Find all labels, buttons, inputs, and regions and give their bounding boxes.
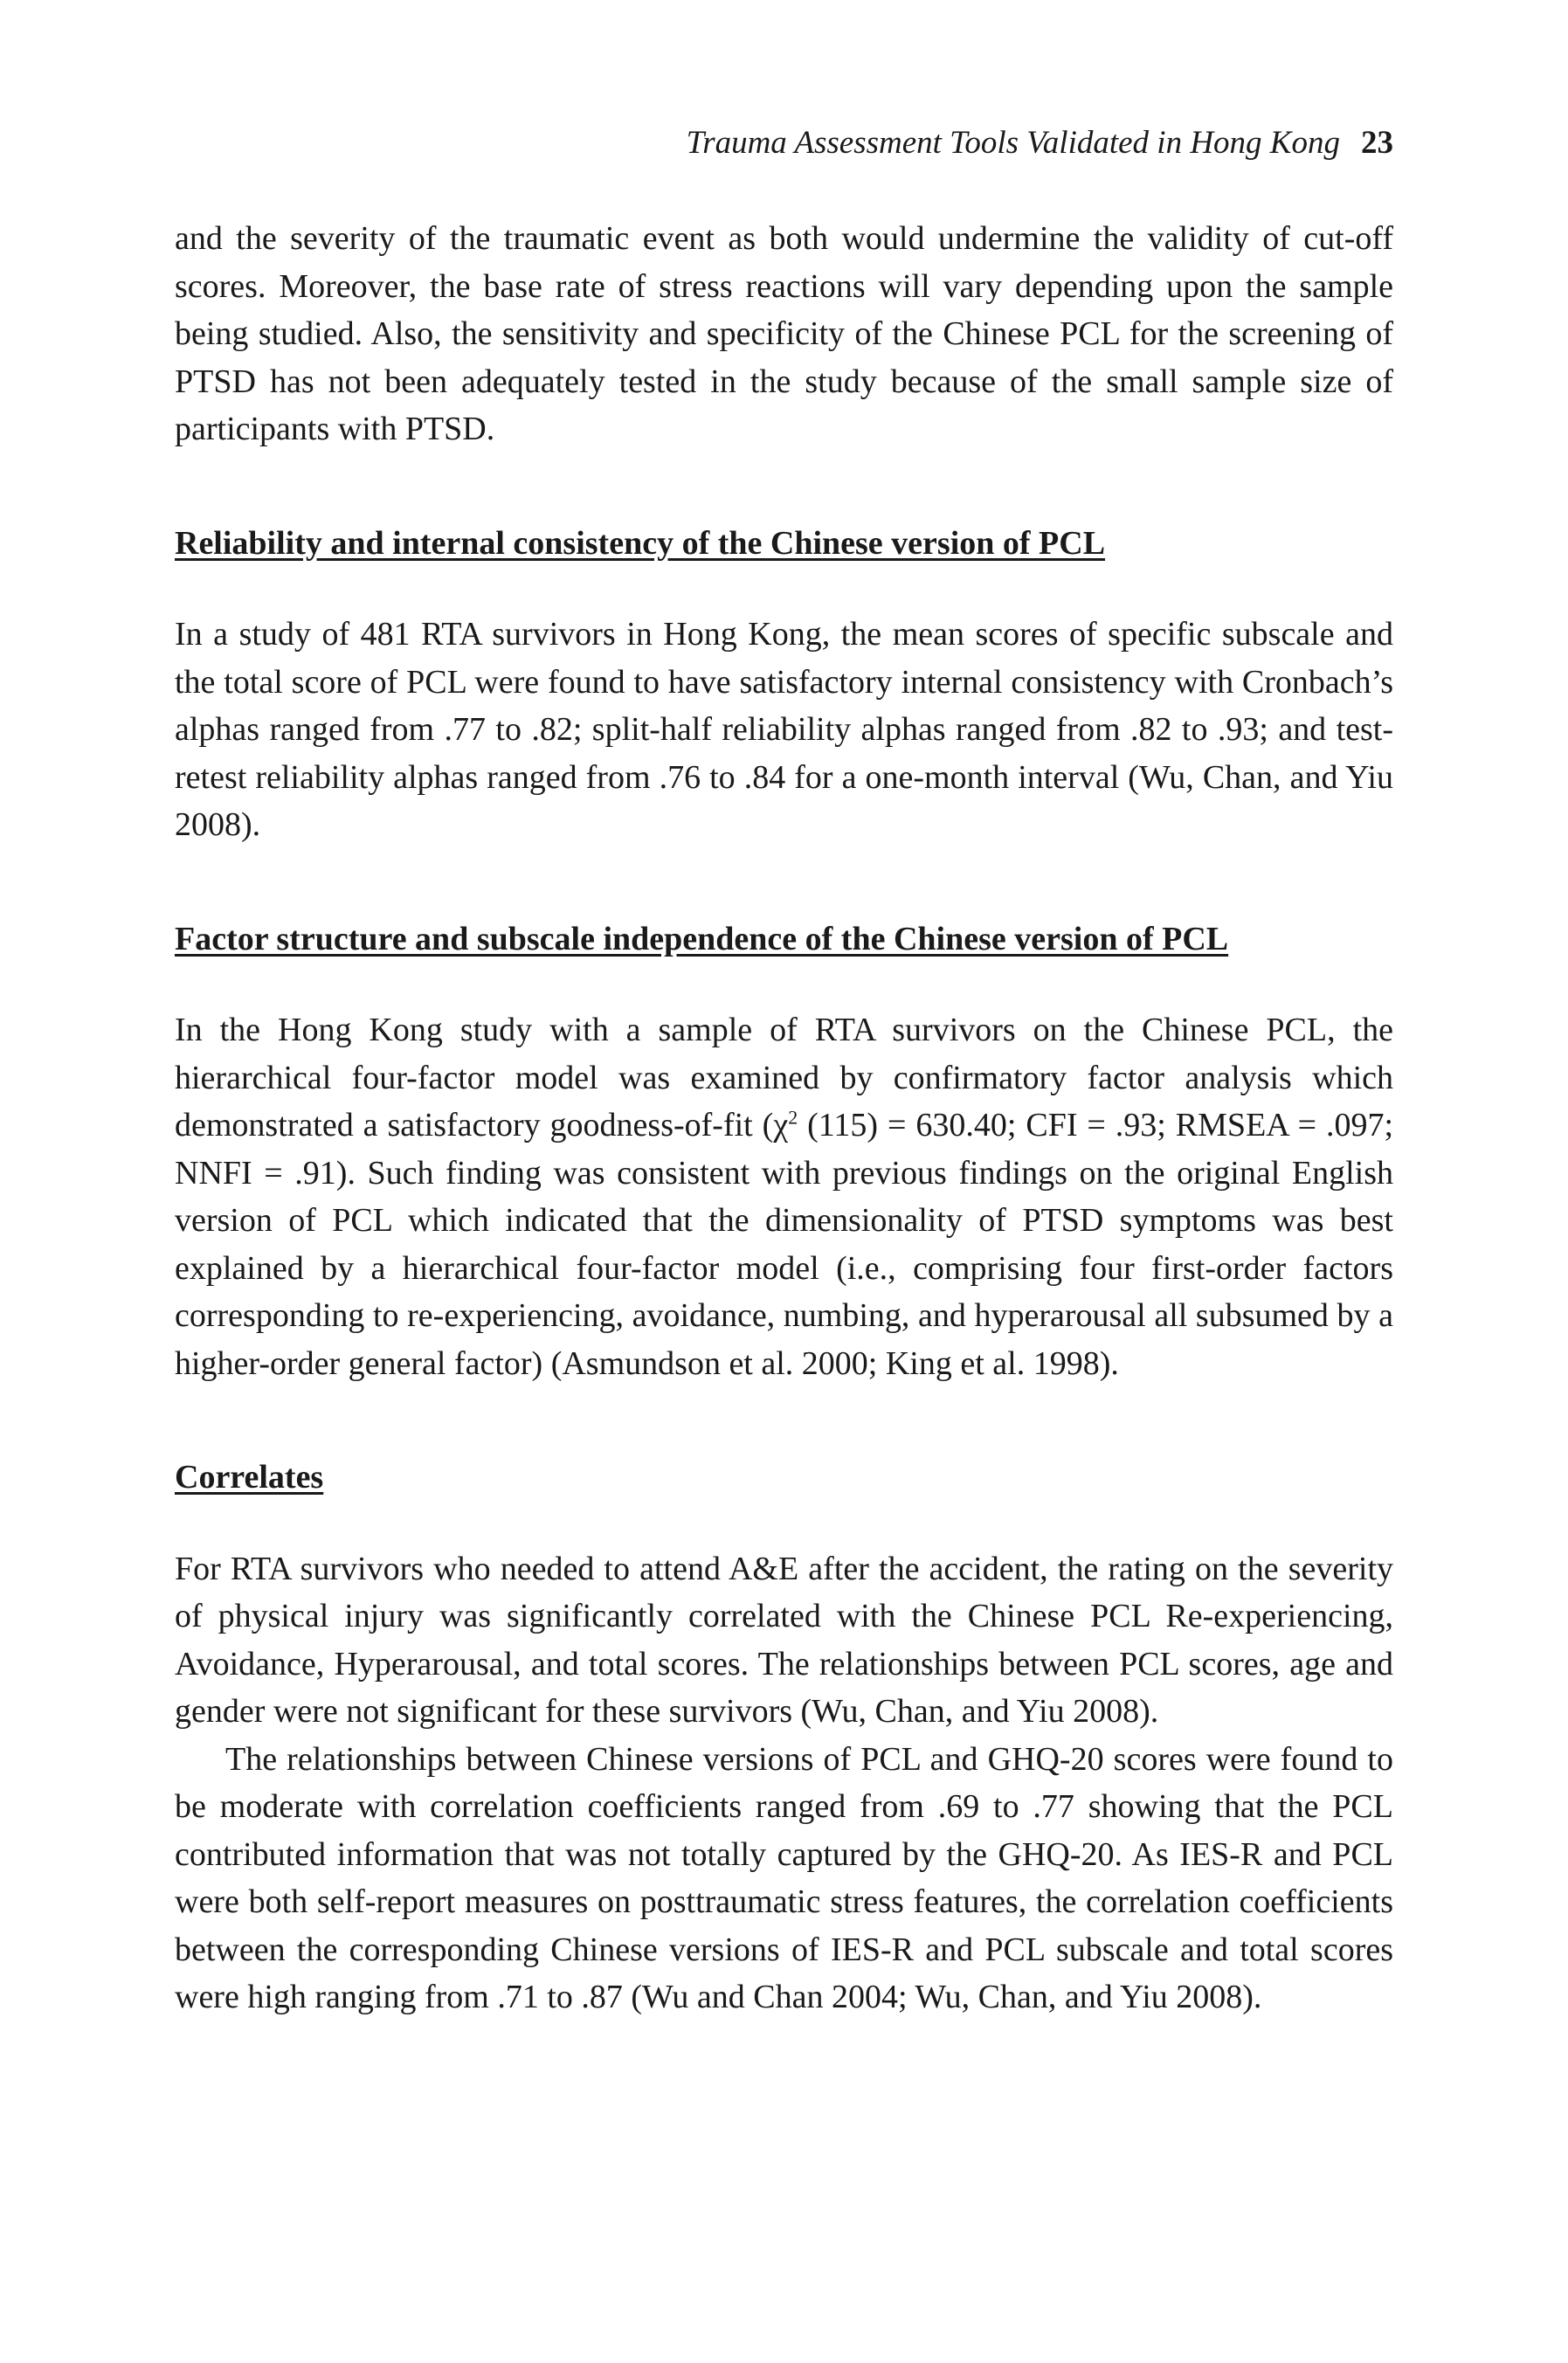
paragraph-continued: and the severity of the traumatic event as both would undermine the validity of cut-off scores. Moreover, the base rate of stress reactions will vary depending upon the sample being studied. Also, the sensitivity and specificity of the Chinese PCL for the screening of PTSD has not been adequately tested in the study because of the small sample size of participants with PTSD. <box>175 220 1393 447</box>
paragraph-correlates-1: For RTA survivors who needed to attend A&E after the accident, the rating on the severity of physical injury was significantly correlated with the Chinese PCL Re-experiencing, Avoidance, Hyperarousal, and total scores. The relationships between PCL scores, age and gender were not significant for these survivors (Wu, Chan, and Yiu 2008). <box>175 1550 1393 1730</box>
paragraph-reliability: In a study of 481 RTA survivors in Hong Kong, the mean scores of specific subscale and the total score of PCL were found to have satisfactory internal consistency with Cronbach’s alphas ranged from .77 to .82; split-half reliability alphas ranged from .82 to .93; and test-retest reliability alphas ranged from .76 to .84 for a one-month interval (Wu, Chan, and Yiu 2008). <box>175 616 1393 843</box>
section-heading-reliability: Reliability and internal consistency of the Chinese version of PCL <box>175 524 1106 562</box>
section-heading-correlates: Correlates <box>175 1459 324 1496</box>
running-title: Trauma Assessment Tools Validated in Hong Kong <box>686 125 1340 161</box>
running-head <box>687 124 1393 162</box>
page-number: 23 <box>1361 125 1393 161</box>
paragraph-factor-structure-part2: (115) = 630.40; CFI = .93; RMSEA = .097; NNFI = .91). Such finding was consistent with previous findings on the original English version of PCL which indicated that the dimensionality of PTSD symptoms was best explained by a hierarchical four-factor model (i.e., comprising four first-order factors corresponding to re-experiencing, avoidance, numbing, and hyperarousal all subsumed by a higher-order general factor) (Asmundson et al. 2000; King et al. 1998). <box>175 1107 1393 1382</box>
paragraph-factor-structure <box>175 1006 1393 1387</box>
section-heading-factor-structure: Factor structure and subscale independence of the Chinese version of PCL <box>175 920 1229 957</box>
paragraph-correlates-2: The relationships between Chinese versions of PCL and GHQ-20 scores were found to be moderate with correlation coefficients ranged from .69 to .77 showing that the PCL contributed information that was not totally captured by the GHQ-20. As IES-R and PCL were both self-report measures on posttraumatic stress features, the correlation coefficients between the corresponding Chinese versions of IES-R and PCL subscale and total scores were high ranging from .71 to .87 (Wu and Chan 2004; Wu, Chan, and Yiu 2008). <box>175 1740 1393 2015</box>
chi-square-superscript: 2 <box>788 1106 798 1129</box>
paragraph-factor-structure-part1: In the Hong Kong study with a sample of RTA survivors on the Chinese PCL, the hierarchical four-factor model was examined by confirmatory factor analysis which demonstrated a satisfactory goodness-of-fit (χ <box>175 1012 1393 1143</box>
body-text <box>175 215 1393 2021</box>
